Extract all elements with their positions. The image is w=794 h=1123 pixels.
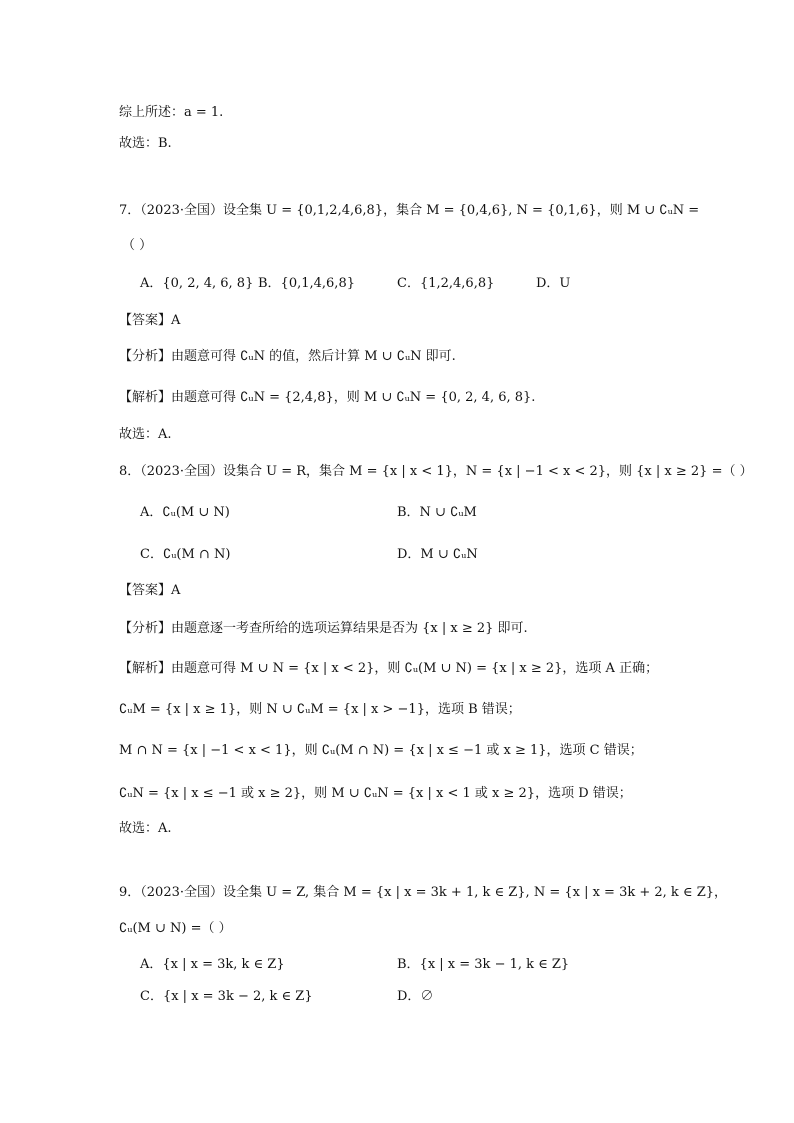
q8-choice: 故选：A.: [119, 821, 172, 836]
q7-stem: 7．（2023·全国）设全集 U = {0,1,2,4,6,8}，集合 M = {0,4,6}, N = {0,1,6}，则 M ∪ ∁ᵤN =: [119, 203, 700, 218]
q7-option-a: A．{0, 2, 4, 6, 8}: [140, 276, 254, 291]
q8-option-a: A．∁ᵤ(M ∪ N): [140, 505, 230, 520]
q8-option-b: B．N ∪ ∁ᵤM: [397, 505, 477, 520]
q7-option-b: B．{0,1,4,6,8}: [258, 276, 355, 291]
q8-analysis: 【分析】由题意逐一考查所给的选项运算结果是否为 {x | x ≥ 2} 即可.: [119, 621, 528, 636]
summary-choice: 故选：B.: [119, 136, 172, 151]
q8-answer: 【答案】A: [119, 583, 181, 598]
q9-stem: 9．（2023·全国）设全集 U = Z, 集合 M = {x | x = 3k + 1, k ∈ Z}, N = {x | x = 3k + 2, k ∈ Z}，: [119, 885, 727, 900]
q7-paren: （ ）: [122, 238, 153, 253]
q9-option-c: C．{x | x = 3k − 2, k ∈ Z}: [140, 989, 313, 1004]
q9-option-d: D．∅: [397, 989, 434, 1004]
q7-answer: 【答案】A: [119, 313, 181, 328]
q8-line-d: ∁ᵤN = {x | x ≤ −1 或 x ≥ 2}，则 M ∪ ∁ᵤN = {x | x < 1 或 x ≥ 2}，选项 D 错误；: [119, 786, 632, 801]
q8-line-b: ∁ᵤM = {x | x ≥ 1}，则 N ∪ ∁ᵤM = {x | x > −1}，选项 B 错误；: [119, 702, 521, 717]
q9-option-b: B．{x | x = 3k − 1, k ∈ Z}: [397, 957, 570, 972]
q7-analysis: 【分析】由题意可得 ∁ᵤN 的值，然后计算 M ∪ ∁ᵤN 即可.: [119, 349, 456, 364]
q7-option-d: D．U: [536, 276, 571, 291]
q7-choice: 故选：A.: [119, 427, 172, 442]
q8-option-d: D．M ∪ ∁ᵤN: [397, 547, 478, 562]
q8-option-c: C．∁ᵤ(M ∩ N): [140, 547, 231, 562]
q8-line-c: M ∩ N = {x | −1 < x < 1}，则 ∁ᵤ(M ∩ N) = {x | x ≤ −1 或 x ≥ 1}，选项 C 错误；: [119, 743, 643, 758]
q9-option-a: A．{x | x = 3k, k ∈ Z}: [140, 957, 285, 972]
q7-option-c: C．{1,2,4,6,8}: [397, 276, 495, 291]
q8-solution: 【解析】由题意可得 M ∪ N = {x | x < 2}，则 ∁ᵤ(M ∪ N) = {x | x ≥ 2}，选项 A 正确；: [119, 661, 659, 676]
summary-conclusion: 综上所述：a = 1.: [119, 105, 224, 120]
q9-stem-continued: ∁ᵤ(M ∪ N) =（ ）: [119, 921, 232, 936]
q8-stem: 8．（2023·全国）设集合 U = R，集合 M = {x | x < 1}，N = {x | −1 < x < 2}，则 {x | x ≥ 2} =（ ）: [119, 464, 753, 479]
q7-solution: 【解析】由题意可得 ∁ᵤN = {2,4,8}，则 M ∪ ∁ᵤN = {0, 2, 4, 6, 8}.: [119, 390, 536, 405]
